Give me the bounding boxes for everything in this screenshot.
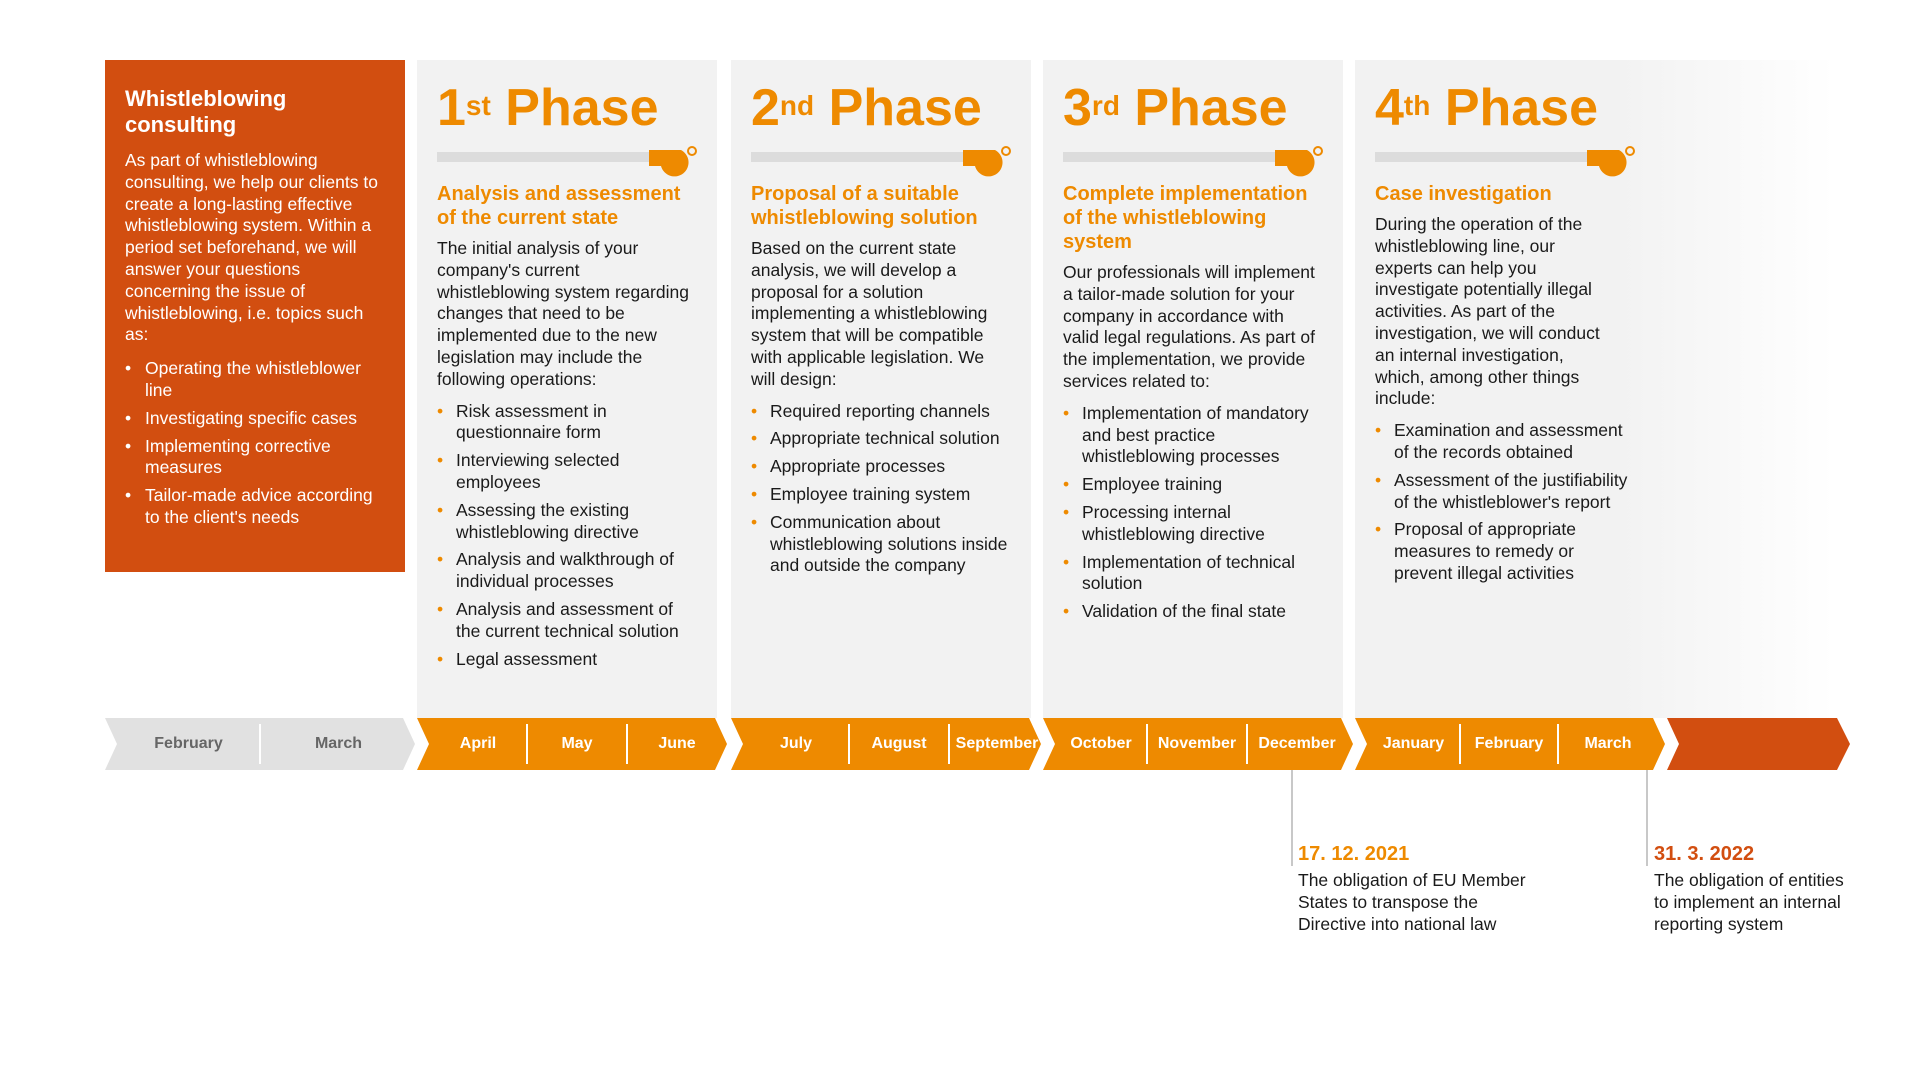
intro-list-item: • Operating the whistleblower line — [125, 358, 385, 402]
phase-1-title: 1st Phase — [437, 79, 659, 137]
intro-title: Whistleblowing consulting — [125, 86, 287, 137]
phase-1-list — [437, 401, 697, 671]
phase-1-panel — [417, 60, 717, 718]
whistle-icon — [963, 142, 1013, 178]
list-item: • Proposal of appropriate measures to remedy or prevent illegal activities — [1375, 519, 1635, 584]
intro-list-item: • Investigating specific cases — [125, 408, 385, 430]
timeline-segment-final — [1667, 718, 1850, 770]
phase-3-panel — [1043, 60, 1343, 718]
phase-2-text: Based on the current state analysis, we will develop a proposal for a solution implementing a whistleblowing system that will be compatible with applicable legislation. We will design: — [751, 238, 988, 389]
phase-2-title: 2nd Phase — [751, 79, 982, 137]
phase-4-list — [1375, 420, 1635, 585]
phase-3-list — [1063, 403, 1323, 623]
whistle-icon — [649, 142, 699, 178]
month-label: November — [1157, 735, 1237, 752]
whistle-icon — [1587, 142, 1637, 178]
phase-4-title: 4th Phase — [1375, 79, 1599, 137]
month-label: March — [1584, 735, 1632, 752]
intro-list-item: • Implementing corrective measures — [125, 436, 385, 480]
month-label: February — [154, 735, 223, 752]
intro-box — [105, 60, 405, 572]
list-item: • Assessment of the justifiability of the whistleblower's report — [1375, 470, 1635, 514]
phase-1-text: The initial analysis of your company's current whistleblowing system regarding changes that need to be implemented due to the new legislation may include the following operations: — [437, 238, 689, 389]
phase-2-panel — [731, 60, 1031, 718]
list-item: • Appropriate technical solution — [751, 428, 1011, 450]
month-label: June — [658, 735, 696, 752]
month-label: February — [1474, 735, 1544, 752]
phase-progress-bar — [1063, 142, 1325, 178]
list-item: • Validation of the final state — [1063, 601, 1323, 623]
phase-1-heading: Analysis and assessment of the current state — [437, 183, 681, 229]
month-label: September — [955, 735, 1039, 752]
list-item: • Assessing the existing whistleblowing directive — [437, 500, 697, 544]
month-label: August — [871, 735, 927, 752]
deadline-date: 31. 3. 2022 — [1654, 843, 1755, 865]
phase-2-list — [751, 401, 1011, 578]
intro-text: As part of whistleblowing consulting, we help our clients to create a long-lasting effective whistleblowing system. Within a period set beforehand, we will answer your questions concerning the issue of whistleblowing, i.e. topics such as: — [125, 150, 378, 345]
phase-4-heading: Case investigation — [1375, 183, 1552, 205]
deadline-text: The obligation of EU Member States to transpose the Directive into national law — [1298, 870, 1526, 934]
phase-3-heading: Complete implementation of the whistleblowing system — [1063, 183, 1308, 253]
phase-4-panel — [1355, 60, 1835, 718]
month-label: April — [459, 735, 497, 752]
deadline-marker-line — [1646, 770, 1648, 866]
month-label: March — [314, 735, 363, 752]
list-item: • Employee training system — [751, 484, 1011, 506]
month-label: May — [561, 735, 593, 752]
list-item: • Appropriate processes — [751, 456, 1011, 478]
phase-3-text: Our professionals will implement a tailor-made solution for your company in accordance with valid legal regulations. As part of the implementation, we provide services related to: — [1063, 262, 1315, 391]
month-label: July — [779, 735, 812, 752]
month-label: December — [1258, 735, 1336, 752]
list-item: • Required reporting channels — [751, 401, 1011, 423]
list-item: • Processing internal whistleblowing directive — [1063, 502, 1323, 546]
list-item: • Employee training — [1063, 474, 1323, 496]
phase-3-title: 3rd Phase — [1063, 79, 1288, 137]
phase-2-heading: Proposal of a suitable whistleblowing solution — [751, 183, 978, 229]
intro-list-item: • Tailor-made advice according to the client's needs — [125, 485, 385, 529]
list-item: • Interviewing selected employees — [437, 450, 697, 494]
deadline-marker-line — [1291, 770, 1293, 866]
deadline-1 — [1298, 842, 1528, 935]
deadline-text: The obligation of entities to implement an internal reporting system — [1654, 870, 1844, 934]
list-item: • Communication about whistleblowing solutions inside and outside the company — [751, 512, 1011, 577]
list-item: • Analysis and assessment of the current technical solution — [437, 599, 697, 643]
phase-progress-bar — [437, 142, 699, 178]
list-item: • Legal assessment — [437, 649, 697, 671]
list-item: • Examination and assessment of the records obtained — [1375, 420, 1635, 464]
phase-4-text: During the operation of the whistleblowing line, our experts can help you investigate potentially illegal activities. As part of the investigation, we will conduct an internal investigation, which, among other things include: — [1375, 214, 1600, 409]
month-label: October — [1070, 735, 1132, 752]
whistle-icon — [1275, 142, 1325, 178]
list-item: • Implementation of technical solution — [1063, 552, 1323, 596]
intro-list — [125, 358, 385, 529]
list-item: • Analysis and walkthrough of individual processes — [437, 549, 697, 593]
list-item: • Risk assessment in questionnaire form — [437, 401, 697, 445]
phase-progress-bar — [1375, 142, 1637, 178]
deadline-date: 17. 12. 2021 — [1298, 843, 1410, 865]
phase-progress-bar — [751, 142, 1013, 178]
month-label: January — [1382, 735, 1445, 752]
list-item: • Implementation of mandatory and best practice whistleblowing processes — [1063, 403, 1323, 468]
deadline-2 — [1654, 842, 1854, 935]
